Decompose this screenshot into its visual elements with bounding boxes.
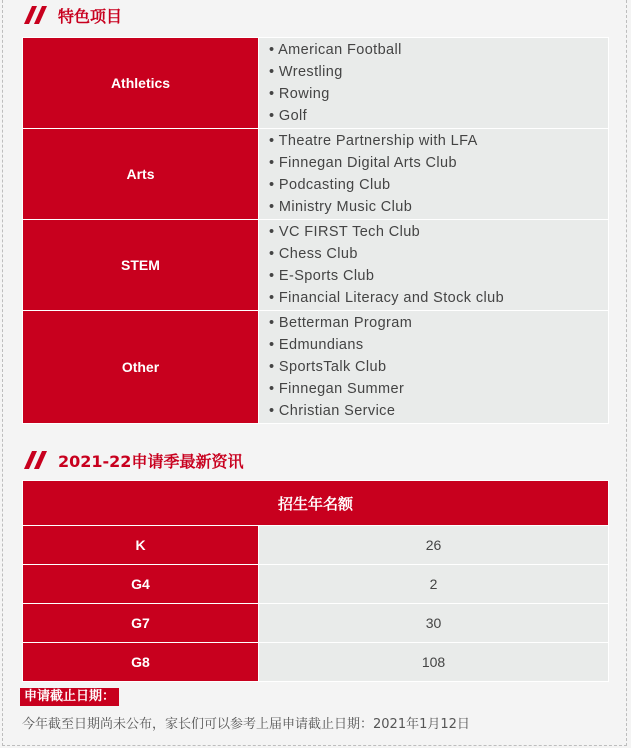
program-item: • Christian Service [269,400,608,422]
program-row [23,129,609,220]
program-item: • Ministry Music Club [269,196,608,218]
program-row [23,311,609,424]
double-slash-icon [24,451,50,469]
program-item: • Chess Club [269,243,608,265]
program-item: • Theatre Partnership with LFA [269,130,608,152]
quota-count: 26 [259,526,609,565]
program-item: • Financial Literacy and Stock club [269,287,608,309]
quota-table [22,480,609,682]
program-item: • American Football [269,39,608,61]
program-category: Athletics [23,38,259,129]
program-item: • Golf [269,105,608,127]
deadline-label: 申请截止日期： [20,688,119,706]
quota-row [23,565,609,604]
quota-count: 2 [259,565,609,604]
program-item: • Podcasting Club [269,174,608,196]
section-title-admissions: 2021-22申请季最新资讯 [58,451,244,471]
quota-grade: K [23,526,259,565]
program-category: Other [23,311,259,424]
program-row [23,38,609,129]
program-item: • Betterman Program [269,312,608,334]
quota-row [23,526,609,565]
program-items [259,311,609,424]
quota-header-row [23,481,609,526]
program-item: • SportsTalk Club [269,356,608,378]
program-row [23,220,609,311]
section-header-programs [24,4,122,26]
program-items [259,129,609,220]
program-items [259,220,609,311]
section-title-programs: 特色项目 [58,6,123,26]
double-slash-icon [24,6,50,24]
quota-header: 招生年名额 [23,481,609,526]
program-items [259,38,609,129]
deadline-note: 今年截至日期尚未公布，家长们可以参考上届申请截止日期：2021年1月12日 [22,717,470,732]
program-item: • E-Sports Club [269,265,608,287]
program-category: Arts [23,129,259,220]
program-category: STEM [23,220,259,311]
program-item: • Finnegan Digital Arts Club [269,152,608,174]
program-item: • VC FIRST Tech Club [269,221,608,243]
program-item: • Edmundians [269,334,608,356]
program-item: • Finnegan Summer [269,378,608,400]
quota-count: 30 [259,604,609,643]
quota-grade: G4 [23,565,259,604]
programs-table [22,37,609,424]
quota-row [23,604,609,643]
quota-row [23,643,609,682]
section-header-admissions [24,449,243,471]
quota-count: 108 [259,643,609,682]
quota-grade: G8 [23,643,259,682]
quota-grade: G7 [23,604,259,643]
program-item: • Rowing [269,83,608,105]
program-item: • Wrestling [269,61,608,83]
